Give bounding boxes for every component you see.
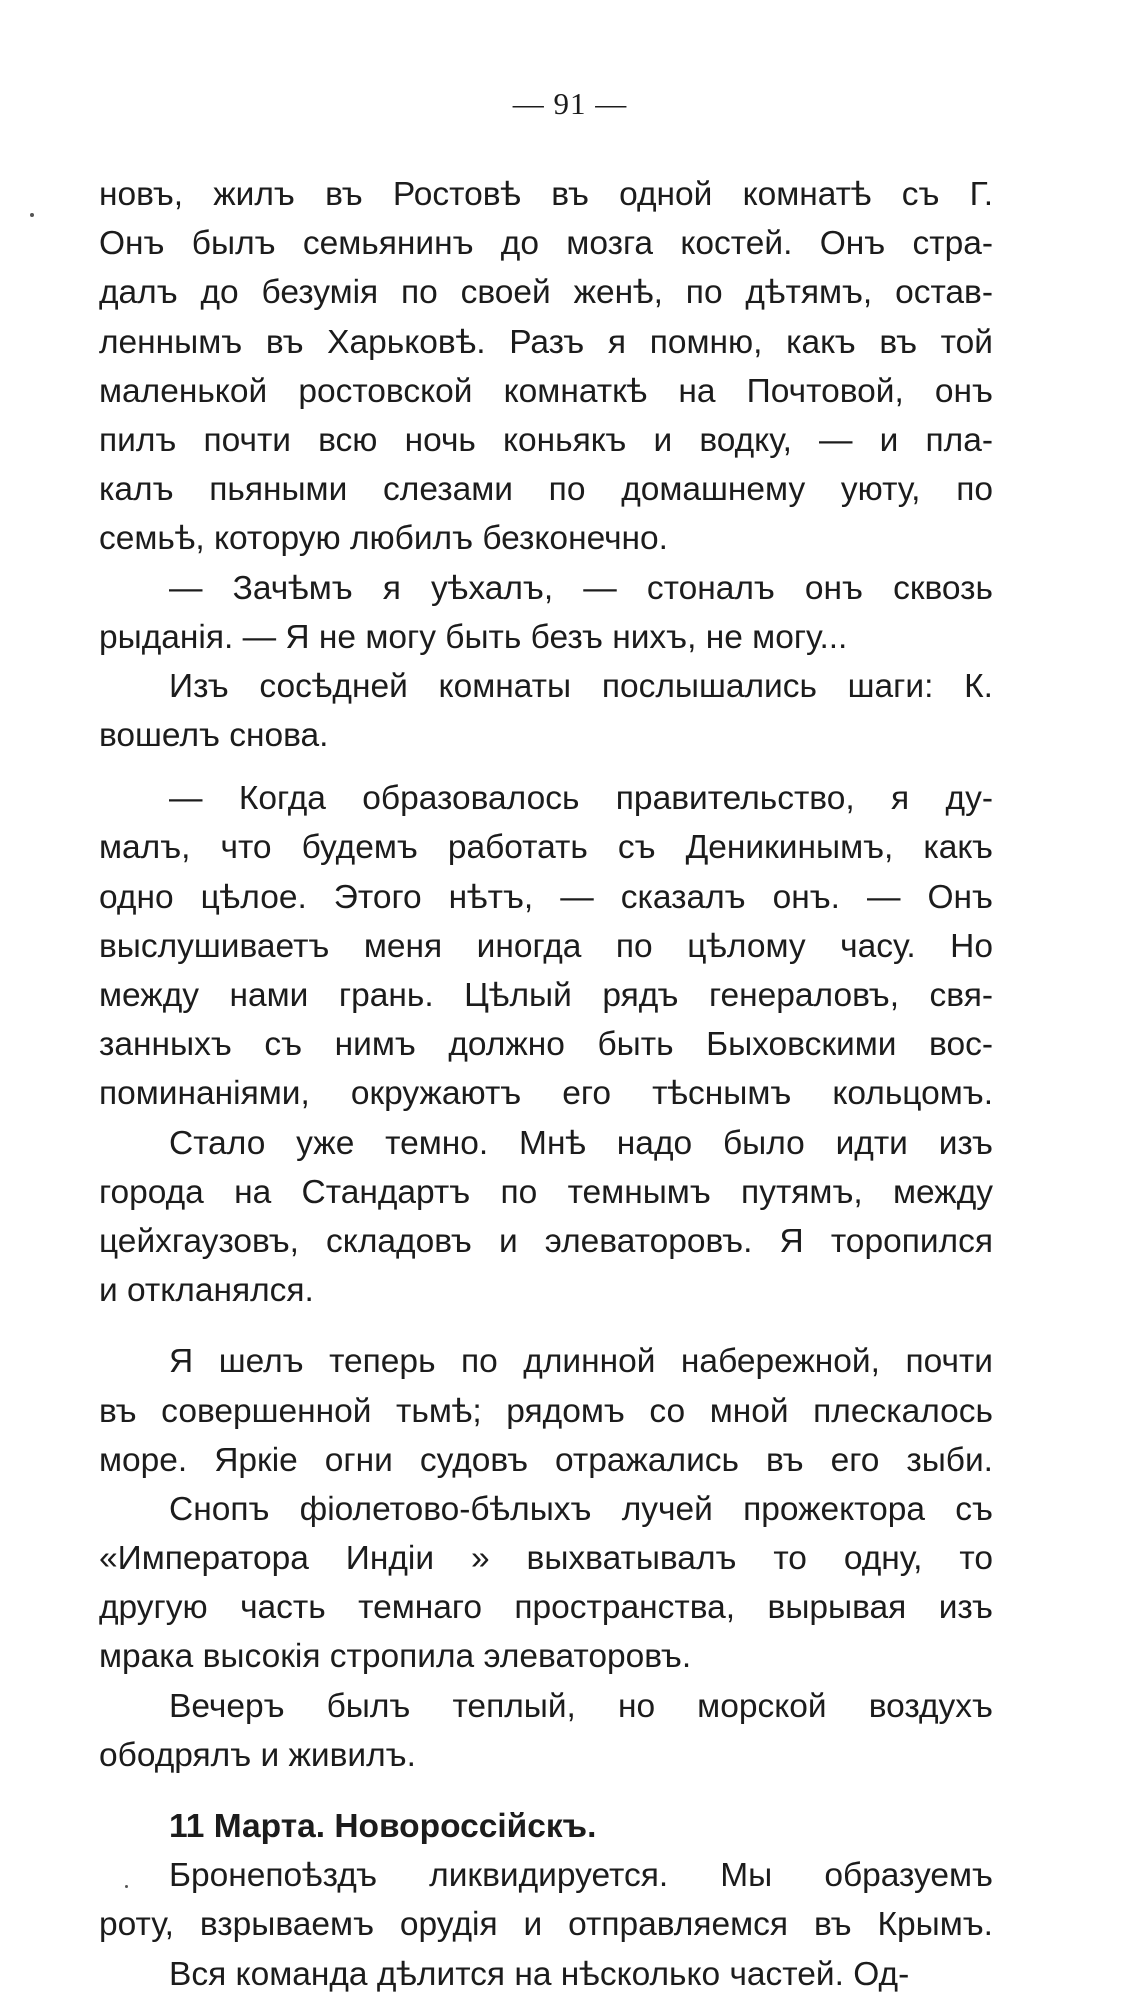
page-number: — 91 —: [512, 86, 628, 121]
text-line: другую часть темнаго пространства, вырывая изъ: [99, 1589, 993, 1627]
paragraph-gap: [99, 1780, 993, 1802]
text-line: Изъ сосѣдней комнаты послышались шаги: К.: [169, 667, 993, 705]
paragraph-gap: [99, 760, 993, 774]
text-line: море. Яркіе огни судовъ отражались въ его зыби.: [99, 1441, 993, 1479]
body-text: [99, 170, 993, 1999]
text-line: малъ, что будемъ работать съ Деникинымъ, какъ: [99, 829, 993, 867]
text-line: мрака высокія стропила элеваторовъ.: [99, 1638, 692, 1676]
text-line: Я шелъ теперь по длинной набережной, почти: [169, 1343, 993, 1381]
print-speck: [30, 213, 34, 217]
text-line: Бронепоѣздъ ликвидируется. Мы образуемъ: [169, 1857, 993, 1895]
text-line: въ совершенной тьмѣ; рядомъ со мной плескалось: [99, 1392, 993, 1430]
text-line: — Когда образовалось правительство, я ду-: [169, 780, 993, 818]
text-line: Онъ былъ семьянинъ до мозга костей. Онъ стра-: [99, 225, 993, 263]
paragraph-gap: [99, 1315, 993, 1337]
text-line: Стало уже темно. Мнѣ надо было идти изъ: [169, 1124, 993, 1162]
text-line: новъ, жилъ въ Ростовѣ въ одной комнатѣ съ Г.: [99, 176, 993, 213]
text-line: одно цѣлое. Этого нѣтъ, — сказалъ онъ. — Онъ: [99, 878, 993, 916]
print-speck: [125, 1885, 128, 1888]
text-line: между нами грань. Цѣлый рядъ генераловъ, свя-: [99, 977, 993, 1014]
text-line: — Зачѣмъ я уѣхалъ, — стоналъ онъ сквозь: [169, 569, 993, 607]
text-line: Вся команда дѣлится на нѣсколько частей. Од-: [169, 1955, 910, 1993]
text-line: «Императора Индіи » выхватывалъ то одну, то: [99, 1540, 993, 1578]
text-line: далъ до безумія по своей женѣ, по дѣтямъ, остав-: [99, 274, 993, 312]
diary-entry-heading: 11 Марта. Новороссійскъ.: [169, 1808, 597, 1845]
text-line: леннымъ въ Харьковѣ. Разъ я помню, какъ въ той: [99, 323, 993, 361]
text-line: рыданія. — Я не могу быть безъ нихъ, не могу...: [99, 618, 848, 656]
text-line: поминаніями, окружаютъ его тѣснымъ кольцомъ.: [99, 1075, 993, 1113]
text-line: города на Стандартъ по темнымъ путямъ, между: [99, 1173, 993, 1211]
text-line: выслушиваетъ меня иногда по цѣлому часу. Но: [99, 927, 993, 965]
text-line: Снопъ фіолетово-бѣлыхъ лучей прожектора съ: [169, 1490, 993, 1528]
text-line: ободрялъ и живилъ.: [99, 1736, 416, 1774]
text-line: роту, взрываемъ орудія и отправляемся въ Крымъ.: [99, 1906, 993, 1944]
text-line: вошелъ снова.: [99, 717, 329, 755]
text-line: Вечеръ былъ теплый, но морской воздухъ: [169, 1687, 993, 1725]
text-line: цейхгаузовъ, складовъ и элеваторовъ. Я торопился: [99, 1222, 993, 1260]
text-line: семьѣ, которую любилъ безконечно.: [99, 520, 668, 558]
text-line: маленькой ростовской комнаткѣ на Почтовой, онъ: [99, 372, 993, 410]
text-line: пилъ почти всю ночь коньякъ и водку, — и пла-: [99, 421, 993, 459]
text-line: и откланялся.: [99, 1272, 314, 1310]
text-line: калъ пьяными слезами по домашнему уюту, по: [99, 471, 993, 509]
text-line: занныхъ съ нимъ должно быть Быховскими вос-: [99, 1026, 993, 1064]
